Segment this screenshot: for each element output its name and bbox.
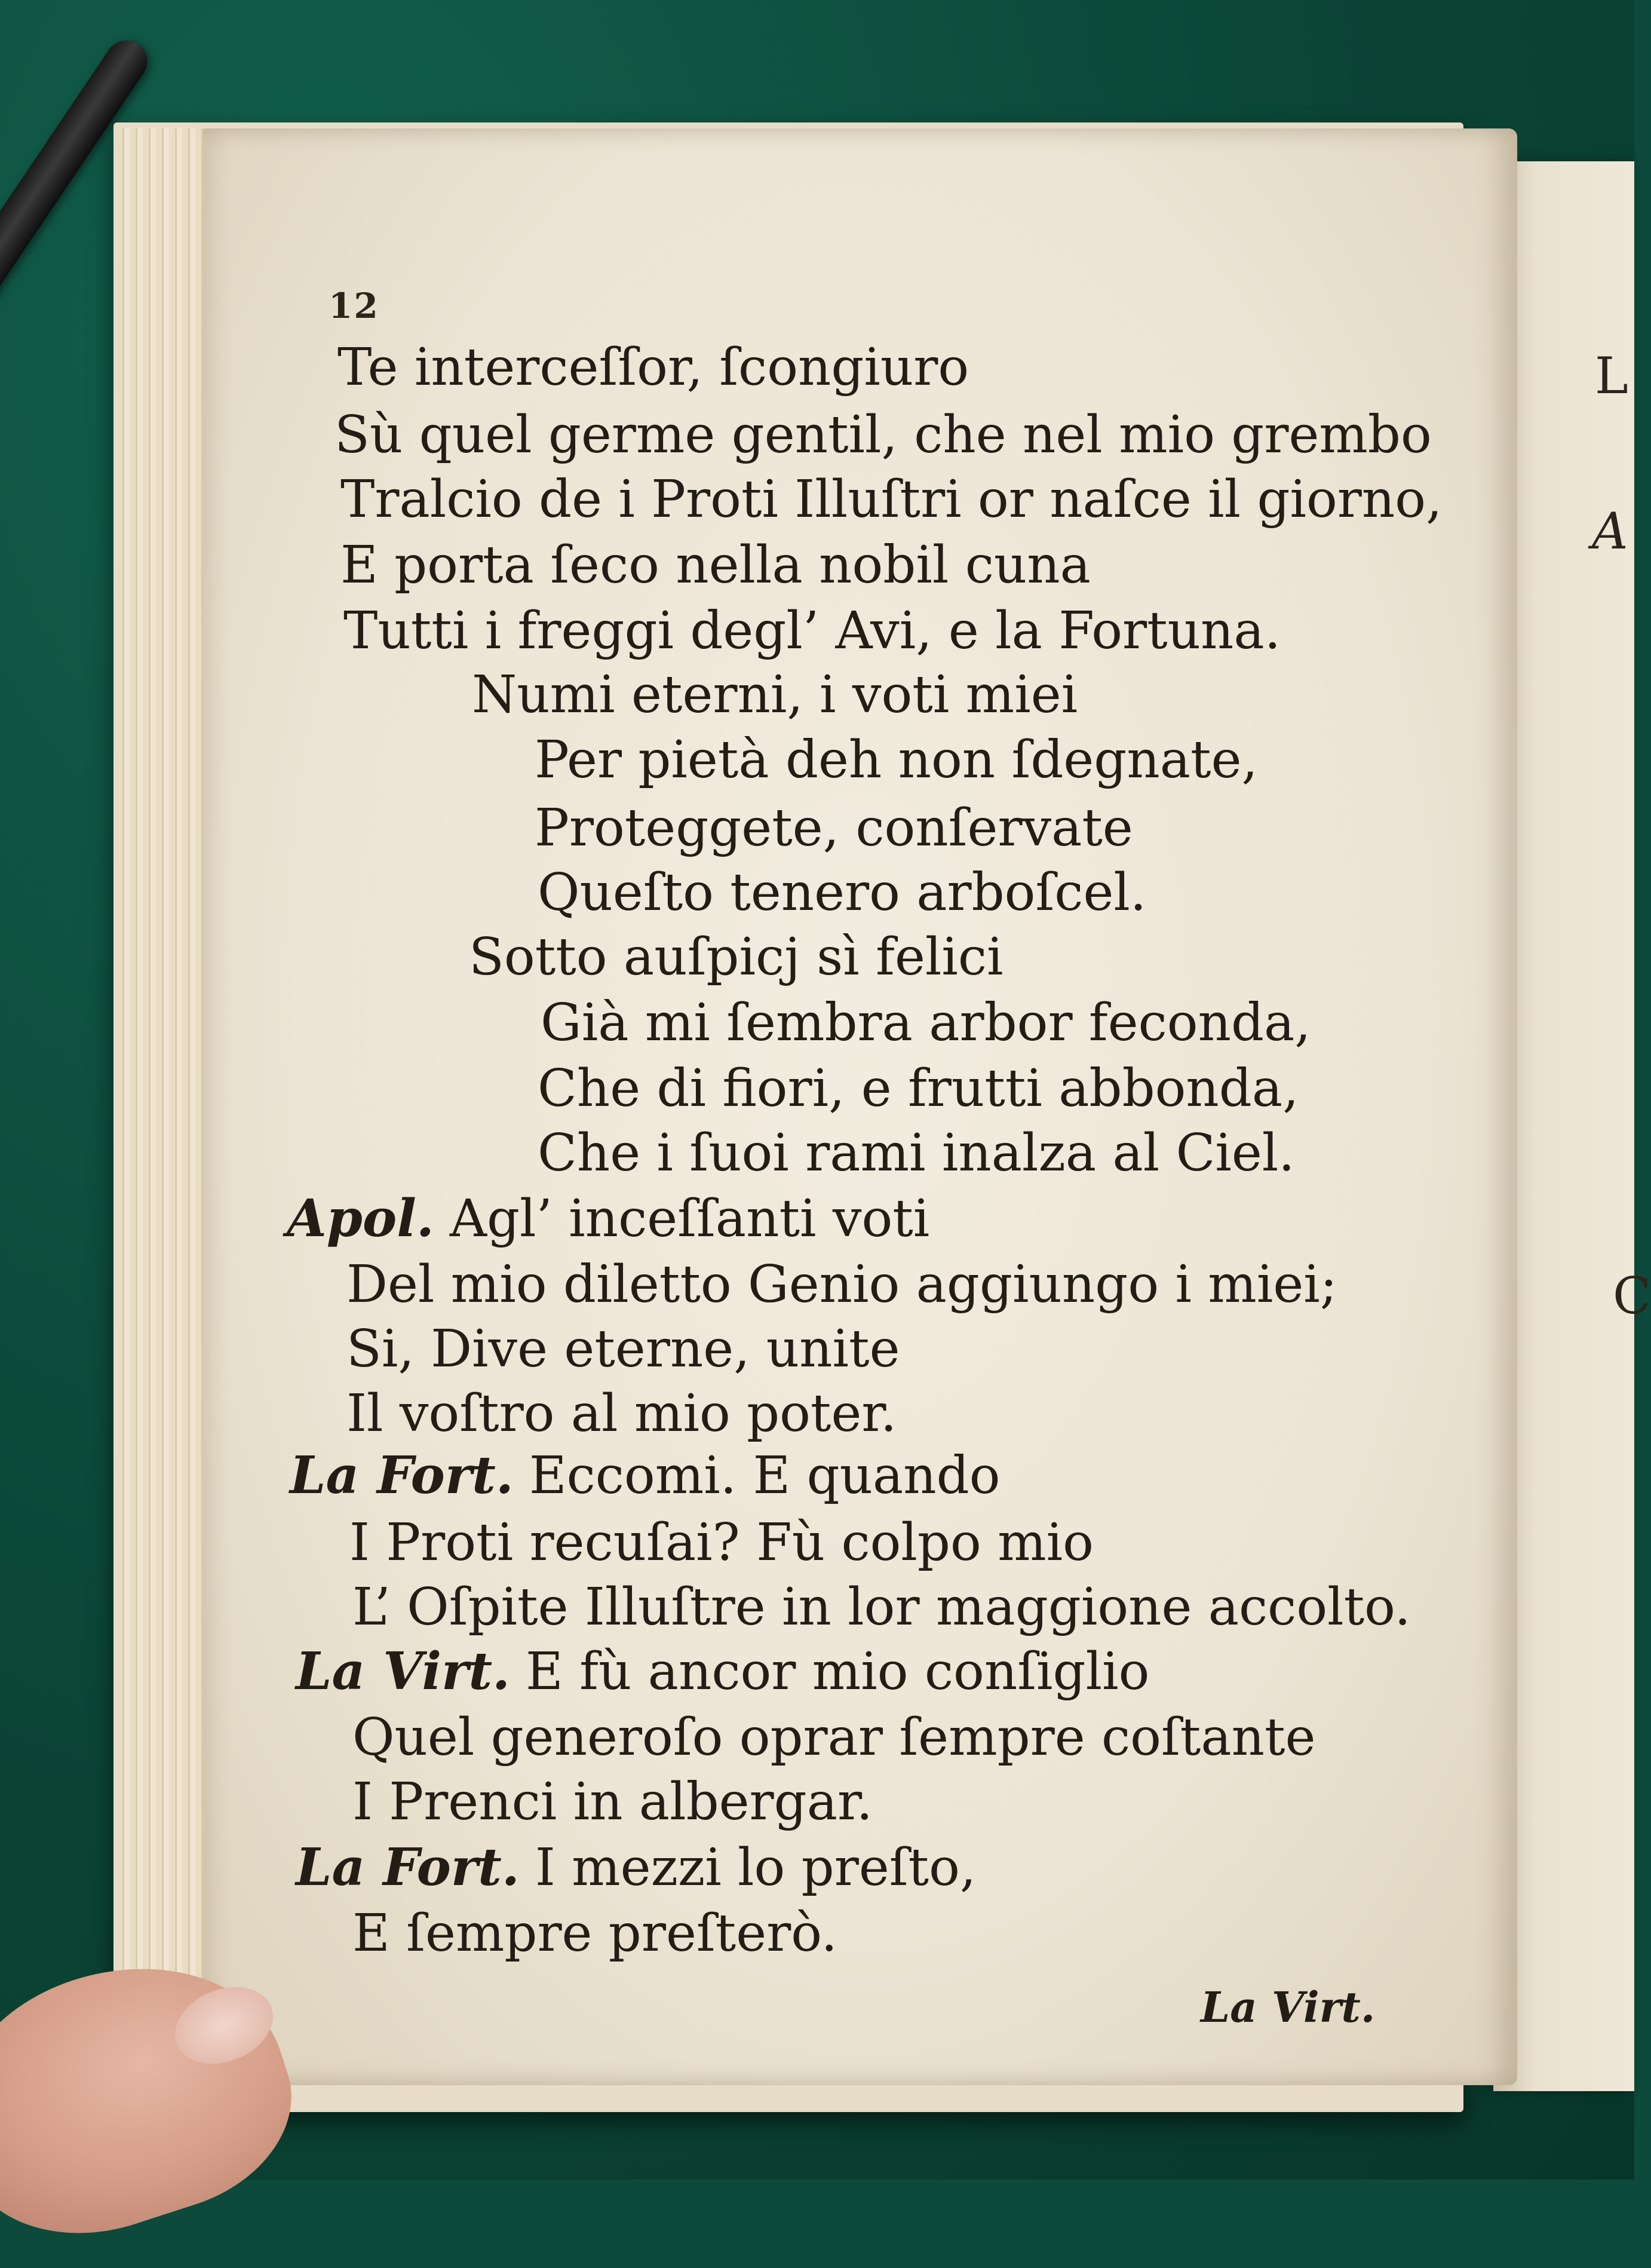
verse-line (346, 1384, 897, 1443)
verse-line (535, 798, 1133, 858)
verse-line-text: Quel generoſo oprar ſempre coſtante (352, 1708, 1316, 1767)
verse-line (290, 1446, 1000, 1506)
verse-line-text: I Prenci in albergar. (352, 1772, 873, 1832)
verse-line-text: Queſto tenero arboſcel. (538, 863, 1147, 922)
verse-line (335, 405, 1432, 465)
verse-line-text: Sù quel germe gentil, che nel mio grembo (335, 405, 1432, 465)
verse-line-text: Eccomi. E quando (529, 1446, 1001, 1506)
verse-line (349, 1513, 1094, 1573)
verse-line (340, 535, 1091, 595)
verse-line-text: Che di fiori, e frutti abbonda, (538, 1059, 1299, 1118)
verse-line (352, 1708, 1315, 1767)
catchword: La Virt. (1201, 1982, 1376, 2032)
verse-line (346, 1255, 1337, 1314)
verse-line-text: I mezzi lo preſto, (535, 1838, 977, 1898)
verse-line-text: Sotto auſpicj sì felici (469, 927, 1004, 987)
verse-line (346, 1319, 900, 1379)
verse-line (472, 665, 1078, 725)
verse-line-text: E porta ſeco nella nobil cuna (340, 535, 1091, 595)
verse-line (287, 1189, 929, 1249)
speaker-label: Apol. (287, 1188, 434, 1249)
verse-line (538, 863, 1146, 922)
verse-line (343, 601, 1281, 661)
verse-line-text: Tutti i freggi degl’ Avi, e la Fortuna. (343, 601, 1281, 661)
verse-line (538, 1059, 1299, 1118)
verse-line (296, 1642, 1149, 1702)
verse-line (337, 338, 969, 397)
verse-line-text: L’ Oſpite Illuſtre in lor maggione accolto. (352, 1577, 1411, 1637)
speaker-label: La Fort. (290, 1445, 514, 1506)
verse-line-text: I Proti recuſai? Fù colpo mio (349, 1513, 1094, 1573)
verse-line-text: Agl’ inceſſanti voti (449, 1189, 930, 1249)
page-number: 12 (329, 286, 379, 326)
facing-page-fragment: L (1595, 347, 1628, 405)
verse-line-text: E fù ancor mio conſiglio (526, 1642, 1150, 1702)
verse-line-text: E ſempre preſterò. (352, 1904, 837, 1963)
verse-line (541, 993, 1311, 1053)
verse-line-text: Proteggete, conſervate (535, 798, 1133, 858)
verse-line-text: Te interceſſor, ſcongiuro (337, 338, 969, 397)
verse-line-text: Che i ſuoi rami inalza al Ciel. (538, 1123, 1295, 1183)
verse-line-text: Tralcio de i Proti Illuſtri or naſce il giorno, (340, 470, 1443, 529)
speaker-label: La Fort. (296, 1837, 520, 1898)
verse-line (352, 1904, 837, 1963)
verse-line-text: Si, Dive eterne, unite (346, 1319, 900, 1379)
verse-line-text: Per pietà deh non ſdegnate, (535, 730, 1258, 790)
verse-line (340, 470, 1442, 529)
verse-line-text: Il voſtro al mio poter. (346, 1384, 897, 1443)
verse-line (535, 730, 1258, 790)
speaker-label: La Virt. (296, 1641, 510, 1702)
facing-page-fragment: C (1613, 1267, 1651, 1325)
verse-line-text: Numi eterni, i voti miei (472, 665, 1078, 725)
verse-line (469, 927, 1004, 987)
verse-line-text: Del mio diletto Genio aggiungo i miei; (346, 1255, 1337, 1314)
verse-line (352, 1577, 1411, 1637)
verse-line (296, 1838, 976, 1898)
verse-line-text: Già mi ſembra arbor feconda, (541, 993, 1311, 1053)
verse-line (538, 1123, 1295, 1183)
verse-line (352, 1772, 873, 1832)
facing-page-fragment: A (1592, 502, 1628, 560)
